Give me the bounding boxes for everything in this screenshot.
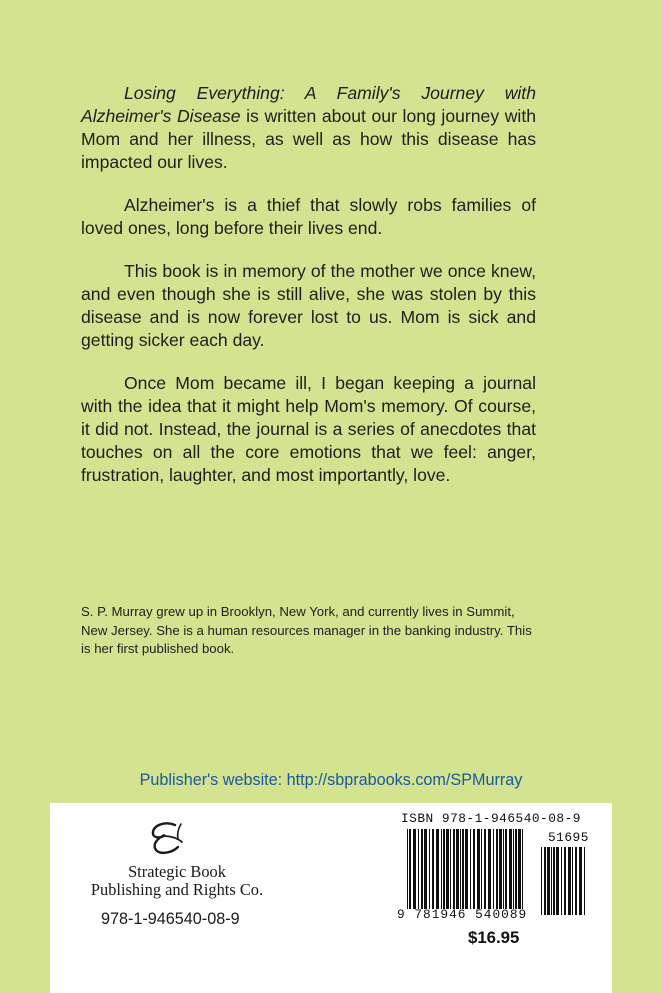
publisher-panel [50,803,612,993]
author-bio: S. P. Murray grew up in Brooklyn, New York, and currently lives in Summit, New Jersey. She is a human resources manager in the banking industry. This is her first published book. [81,604,532,656]
publisher-name-line-2: Publishing and Rights Co. [90,880,264,899]
publisher-website: Publisher's website: http://sbprabooks.com/SPMurray [139,771,523,789]
barcode-price-code: 51695 [548,830,589,845]
description-paragraph-4: Once Mom became ill, I began keeping a journal with the idea that it might help Mom's memory. Of course, it did not. Instead, the journal is a series of anecdotes that touches on all the core emotions that we feel: anger, frustration, laughter, and most importantly, love. [81,373,536,485]
book-title: Losing Everything: A Family's Journey with Alzheimer's Disease [81,83,536,126]
ean-barcode [407,829,527,909]
description-paragraph-1 [81,82,536,174]
description-paragraph-1-text: is written about our long journey with Mom and her illness, as well as how this disease has impacted our lives. [81,106,537,172]
book-description [81,82,536,507]
publisher-name-line-1: Strategic Book [128,862,226,881]
barcode-isbn-label: ISBN 978-1-946540-08-9 [401,811,581,826]
description-paragraph-2: Alzheimer's is a thief that slowly robs families of loved ones, long before their lives end. [81,195,536,238]
barcode-block [393,807,593,987]
book-price: $16.95 [468,928,520,947]
isbn-number: 978-1-946540-08-9 [101,910,240,928]
barcode-digits: 9 781946 540089 [397,907,528,922]
description-paragraph-3: This book is in memory of the mother we once knew, and even though she is still alive, she was stolen by this disease and is now forever lost to us. Mom is sick and getting sicker each day. [81,261,536,350]
addon-barcode [541,847,587,915]
publisher-name [82,863,272,899]
publisher-logo-icon [147,820,187,856]
